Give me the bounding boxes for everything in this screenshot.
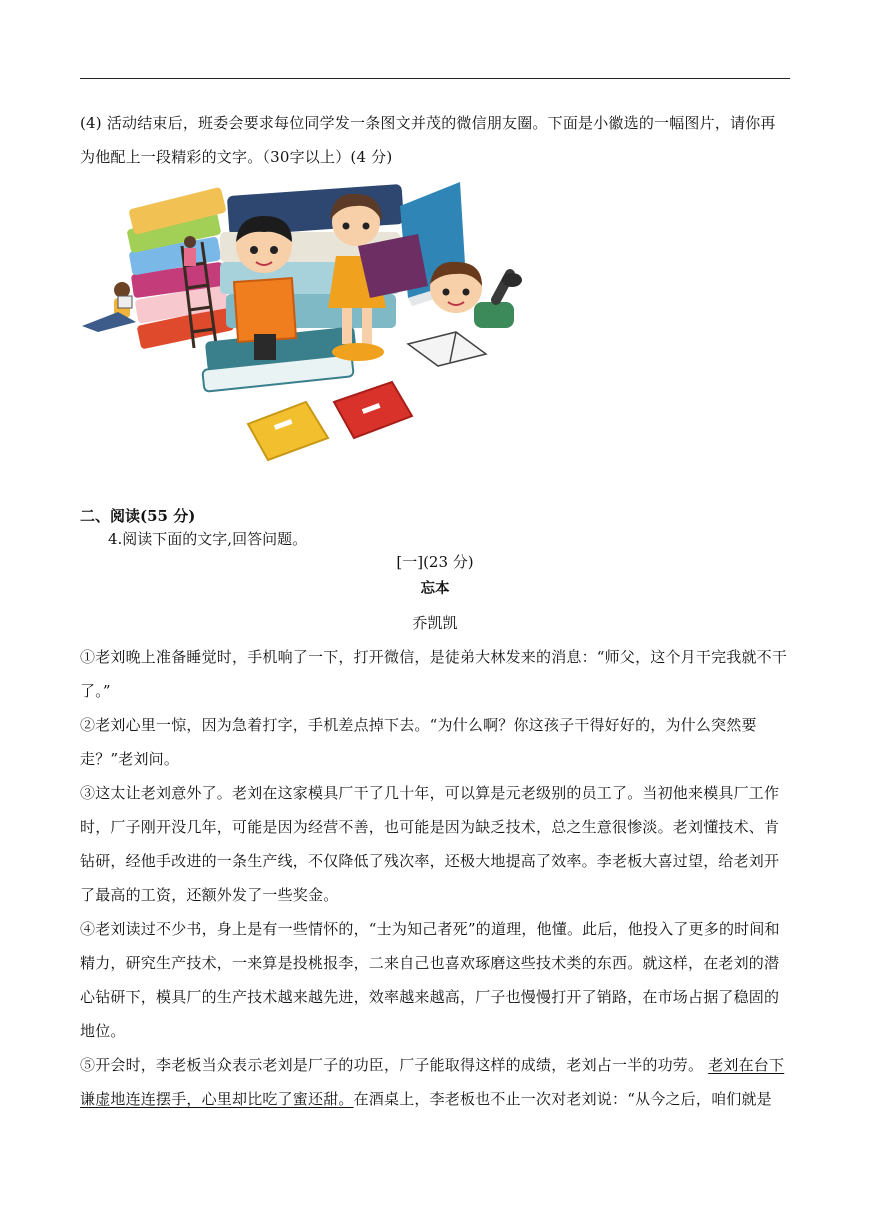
paragraph-4: ④老刘读过不少书，身上是有一些情怀的，“士为知己者死”的道理，他懂。此后，他投入了更多的时间和精力，研究生产技术，一来算是投桃报李，二来自己也喜欢琢磨这些技术类的东西。就这样，在老刘的潜心钻研下，模具厂的生产技术越来越先进，效率越来越高，厂子也慢慢打开了销路，在市场占据了稳固的地位。 xyxy=(80,920,780,1040)
underlined-sentence: 老刘在台下谦虚地连连摆手，心里却比吃了蜜还甜。 xyxy=(80,1056,785,1108)
yellow-floor-book xyxy=(248,402,328,460)
header-rule xyxy=(80,78,790,79)
sitting-boy xyxy=(82,282,136,332)
paragraph-5 xyxy=(80,1048,790,1116)
paragraph-5-start: ⑤开会时，李老板当众表示老刘是厂子的功臣，厂子能取得这样的成绩，老刘占一半的功劳。 xyxy=(80,1056,704,1074)
story-title: 忘本 xyxy=(420,581,450,597)
story-body xyxy=(80,640,790,1116)
small-girl-on-ladder xyxy=(184,236,196,248)
instruction-text: 4.阅读下面的文字,回答问题。 xyxy=(108,530,308,548)
section-heading: 二、阅读(55 分) xyxy=(80,507,196,525)
story-author: 乔凯凯 xyxy=(412,614,458,632)
red-floor-book xyxy=(334,382,412,438)
left-book-stack xyxy=(127,187,235,350)
paragraph-5-end: 在酒桌上，李老板也不止一次对老刘说：“从今之后，咱们就是 xyxy=(353,1090,772,1108)
boy-with-orange-book xyxy=(234,216,296,360)
question-4-text: (4) 活动结束后，班委会要求每位同学发一条图文并茂的微信朋友圈。下面是小徽选的一幅图片，请你再为他配上一段精彩的文字。（30字以上）(4 分) xyxy=(80,114,776,166)
paragraph-3: ③这太让老刘意外了。老刘在这家模具厂干了几十年，可以算是元老级别的员工了。当初他来模具厂工作时，厂子刚开没几年，可能是因为经营不善，也可能是因为缺乏技术，总之生意很惨淡。老刘懂技术、肯钻研，经他手改进的一条生产线，不仅降低了残次率，还极大地提高了效率。李老板大喜过望，给老刘开了最高的工资，还额外发了一些奖金。 xyxy=(80,784,780,904)
part-label: [一](23 分) xyxy=(396,553,474,571)
paragraph-2: ②老刘心里一惊，因为急着打字，手机差点掉下去。“为什么啊？你这孩子干得好好的，为什么突然要走？”老刘问。 xyxy=(80,716,757,768)
children-reading-books-illustration xyxy=(78,176,523,468)
paragraph-1: ①老刘晚上准备睡觉时，手机响了一下，打开微信，是徒弟大林发来的消息：“师父，这个月干完我就不干了。” xyxy=(80,648,788,700)
small-girl-dress xyxy=(184,248,196,266)
